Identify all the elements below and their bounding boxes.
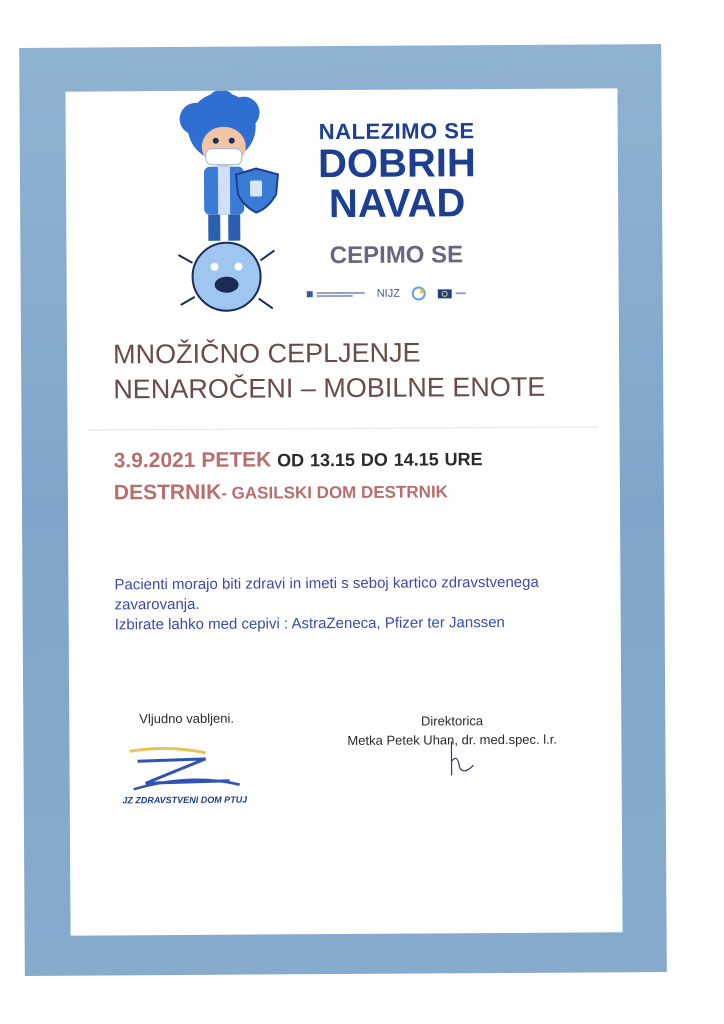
director-title: Direktorica: [420, 713, 484, 729]
event-date-line: [114, 447, 483, 473]
page-title: [113, 335, 546, 408]
nijz-logo: NIJZ: [376, 287, 400, 300]
poster-sheet: [65, 88, 622, 935]
ministry-logo-icon: [307, 289, 367, 299]
org-name: JZ ZDRAVSTVENI DOM PTUJ: [122, 794, 248, 806]
time-do: DO: [360, 449, 388, 470]
event-place-detail: - GASILSKI DOM DESTRNIK: [221, 482, 448, 503]
event-date: 3.9.2021: [113, 448, 196, 473]
event-place-line: [114, 479, 448, 505]
divider: [88, 426, 598, 430]
regards-text: Vljudno vabljeni.: [139, 710, 235, 727]
time-to: 14.15: [393, 449, 439, 470]
eu-flag-icon: [438, 287, 468, 299]
time-from: 13.15: [309, 449, 356, 471]
director-name: Metka Petek Uhan, dr. med.spec. l.r.: [347, 731, 557, 748]
cepivo-logo-icon: [410, 286, 428, 300]
info-line-1: Pacienti morajo biti zdravi in imeti s seboj kartico zdravstvenega zavarovanja.: [114, 573, 539, 614]
event-place: DESTRNIK: [113, 480, 222, 505]
info-line-2: Izbirate lahko med cepivi : AstraZeneca, Pfizer ter Janssen: [114, 614, 505, 634]
campaign-slogan: [302, 118, 493, 227]
title-line-2: NENAROČENI – MOBILNE ENOTE: [113, 371, 546, 405]
slogan-line-2: DOBRIH: [317, 141, 476, 187]
cepimo-se-label: CEPIMO SE: [329, 241, 464, 270]
time-od: OD: [277, 450, 305, 471]
event-day: PETEK: [201, 448, 272, 472]
signature-icon: [447, 739, 487, 779]
info-text: [114, 573, 584, 636]
partner-logos: [307, 285, 468, 302]
time-ure: URE: [444, 449, 483, 470]
title-line-1: MNOŽIČNO CEPLJENJE: [112, 337, 421, 370]
poster-frame: [19, 44, 667, 976]
slogan-line-3: NAVAD: [328, 181, 466, 227]
doctor-illustration: [143, 90, 304, 321]
slogan-line-1: NALEZIMO SE: [318, 118, 475, 145]
